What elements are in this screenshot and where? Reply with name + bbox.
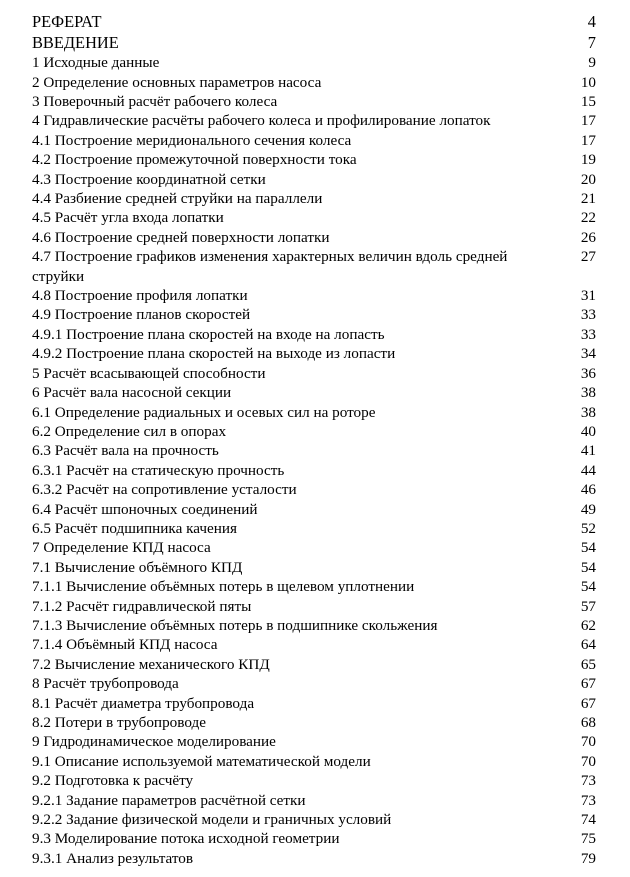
toc-entry-page: 17 bbox=[580, 131, 596, 149]
toc-entry-title: 4.9.2 Построение плана скоростей на выходе из лопасти bbox=[32, 345, 396, 363]
toc-entry-title: 2 Определение основных параметров насоса bbox=[32, 73, 322, 91]
toc-entry-page: 54 bbox=[580, 578, 596, 596]
toc-entry-page: 73 bbox=[580, 791, 596, 809]
toc-entry-title: 4.6 Построение средней поверхности лопатки bbox=[32, 228, 330, 246]
toc-entry-page: 54 bbox=[580, 558, 596, 576]
toc-entry-title: 4 Гидравлические расчёты рабочего колеса и профилирование лопаток bbox=[32, 112, 491, 130]
toc-entry-title: 8.2 Потери в трубопроводе bbox=[32, 714, 206, 731]
toc-entry[interactable] bbox=[32, 791, 596, 810]
toc-entry-page: 40 bbox=[580, 422, 596, 440]
toc-entry[interactable] bbox=[32, 500, 596, 519]
toc-entry-page: 70 bbox=[580, 752, 596, 770]
toc-entry[interactable] bbox=[32, 73, 596, 92]
toc-entry[interactable] bbox=[32, 286, 596, 305]
toc-entry-page: 26 bbox=[580, 228, 596, 246]
toc-entry-title: 1 Исходные данные bbox=[32, 54, 160, 72]
toc-entry-page: 52 bbox=[580, 519, 596, 537]
toc-entry[interactable] bbox=[32, 558, 596, 577]
toc-entry-page: 10 bbox=[580, 73, 596, 91]
toc-entry-title: 7.2 Вычисление механического КПД bbox=[32, 655, 270, 673]
toc-entry-title: 7.1 Вычисление объёмного КПД bbox=[32, 558, 243, 576]
toc-entry-page: 20 bbox=[580, 170, 596, 188]
toc-entry[interactable] bbox=[32, 131, 596, 150]
toc-entry-title: 5 Расчёт всасывающей способности bbox=[32, 364, 266, 382]
toc-entry-title: 9.1 Описание используемой математической модели bbox=[32, 752, 371, 770]
toc-entry[interactable] bbox=[32, 208, 596, 227]
toc-entry-title: 4.7 Построение графиков изменения характерных величин вдоль средней струйки bbox=[32, 248, 508, 285]
toc-entry[interactable] bbox=[32, 53, 596, 72]
toc-entry-page: 9 bbox=[588, 54, 596, 72]
toc-entry[interactable] bbox=[32, 752, 596, 771]
toc-entry[interactable] bbox=[32, 519, 596, 538]
toc-entry-page: 34 bbox=[580, 345, 596, 363]
toc-entry-title: 7.1.2 Расчёт гидравлической пяты bbox=[32, 597, 252, 615]
toc-entry[interactable] bbox=[32, 674, 596, 693]
toc-entry-page: 74 bbox=[580, 811, 596, 829]
toc-entry-title: 9.3 Моделирование потока исходной геометрии bbox=[32, 830, 340, 848]
toc-entry[interactable] bbox=[32, 247, 596, 286]
toc-entry-page: 41 bbox=[580, 442, 596, 460]
toc-entry-page: 17 bbox=[580, 112, 596, 130]
toc-entry-title: 4.9.1 Построение плана скоростей на входе на лопасть bbox=[32, 325, 385, 343]
toc-entry[interactable] bbox=[32, 461, 596, 480]
toc-entry-title: 6 Расчёт вала насосной секции bbox=[32, 384, 232, 402]
toc-entry[interactable] bbox=[32, 616, 596, 635]
toc-entry-page: 64 bbox=[580, 636, 596, 654]
toc-entry-page: 46 bbox=[580, 481, 596, 499]
toc-entry-title: 6.3.1 Расчёт на статическую прочность bbox=[32, 461, 285, 479]
toc-entry[interactable] bbox=[32, 383, 596, 402]
toc-entry[interactable] bbox=[32, 849, 596, 868]
toc-entry[interactable] bbox=[32, 597, 596, 616]
toc-entry-page: 70 bbox=[580, 733, 596, 751]
toc-entry-page: 22 bbox=[580, 209, 596, 227]
toc-entry[interactable] bbox=[32, 441, 596, 460]
toc-entry-title: 9.3.1 Анализ результатов bbox=[32, 849, 194, 867]
toc-entry[interactable] bbox=[32, 189, 596, 208]
toc-entry-title: 6.1 Определение радиальных и осевых сил на роторе bbox=[32, 403, 376, 421]
toc-entry[interactable] bbox=[32, 577, 596, 596]
toc-entry-page: 73 bbox=[580, 772, 596, 790]
toc-entry-title: 8.1 Расчёт диаметра трубопровода bbox=[32, 694, 255, 712]
toc-entry-title: РЕФЕРАТ bbox=[32, 12, 102, 31]
toc-entry[interactable] bbox=[32, 12, 596, 33]
toc-entry-title: 3 Поверочный расчёт рабочего колеса bbox=[32, 93, 278, 110]
toc-entry[interactable] bbox=[32, 713, 596, 732]
toc-entry-page: 33 bbox=[580, 325, 596, 343]
toc-entry-title: 7.1.1 Вычисление объёмных потерь в щелевом уплотнении bbox=[32, 578, 415, 596]
toc-entry-page: 15 bbox=[580, 93, 596, 110]
toc-entry[interactable] bbox=[32, 655, 596, 674]
toc-entry[interactable] bbox=[32, 694, 596, 713]
toc-entry-page: 38 bbox=[580, 384, 596, 402]
table-of-contents bbox=[32, 12, 596, 868]
toc-entry-page: 54 bbox=[580, 539, 596, 557]
toc-entry-page: 36 bbox=[580, 364, 596, 382]
toc-entry-title: 9 Гидродинамическое моделирование bbox=[32, 733, 276, 751]
toc-entry-page: 65 bbox=[580, 655, 596, 673]
toc-entry-page: 4 bbox=[587, 12, 596, 31]
toc-entry-title: ВВЕДЕНИЕ bbox=[32, 32, 119, 52]
toc-entry-title: 6.2 Определение сил в опорах bbox=[32, 422, 227, 440]
toc-entry-page: 49 bbox=[580, 500, 596, 518]
toc-entry-page: 33 bbox=[580, 306, 596, 324]
toc-entry[interactable] bbox=[32, 732, 596, 751]
toc-entry-title: 4.8 Построение профиля лопатки bbox=[32, 287, 248, 305]
toc-entry[interactable] bbox=[32, 92, 596, 111]
toc-entry-page: 68 bbox=[580, 714, 596, 731]
toc-entry[interactable] bbox=[32, 325, 596, 344]
toc-entry[interactable] bbox=[32, 111, 596, 130]
toc-entry-page: 21 bbox=[580, 190, 596, 208]
toc-entry-page: 38 bbox=[580, 403, 596, 421]
toc-entry-page: 75 bbox=[580, 830, 596, 848]
toc-entry-page: 7 bbox=[587, 32, 596, 52]
toc-entry[interactable] bbox=[32, 228, 596, 247]
toc-entry-title: 7.1.3 Вычисление объёмных потерь в подшипнике скольжения bbox=[32, 616, 438, 634]
toc-entry[interactable] bbox=[32, 150, 596, 169]
toc-entry[interactable] bbox=[32, 810, 596, 829]
toc-entry-page: 44 bbox=[580, 461, 596, 479]
toc-entry-title: 4.2 Построение промежуточной поверхности тока bbox=[32, 151, 357, 169]
toc-entry[interactable] bbox=[32, 170, 596, 189]
toc-entry-page: 79 bbox=[580, 849, 596, 867]
toc-entry[interactable] bbox=[32, 829, 596, 848]
toc-entry[interactable] bbox=[32, 344, 596, 363]
toc-entry-title: 4.3 Построение координатной сетки bbox=[32, 170, 266, 188]
toc-entry-title: 8 Расчёт трубопровода bbox=[32, 675, 179, 693]
toc-entry-title: 9.2.2 Задание физической модели и граничных условий bbox=[32, 811, 392, 829]
toc-entry-page: 67 bbox=[580, 694, 596, 712]
toc-entry-page: 19 bbox=[580, 151, 596, 169]
toc-entry[interactable] bbox=[32, 480, 596, 499]
toc-entry[interactable] bbox=[32, 403, 596, 422]
toc-entry-title: 9.2.1 Задание параметров расчётной сетки bbox=[32, 791, 306, 809]
toc-entry-title: 6.3 Расчёт вала на прочность bbox=[32, 442, 219, 460]
toc-entry-page: 31 bbox=[580, 287, 596, 305]
toc-entry-title: 7.1.4 Объёмный КПД насоса bbox=[32, 636, 218, 654]
toc-entry-title: 9.2 Подготовка к расчёту bbox=[32, 772, 194, 790]
toc-entry-title: 4.5 Расчёт угла входа лопатки bbox=[32, 209, 224, 227]
toc-entry[interactable] bbox=[32, 538, 596, 557]
toc-entry[interactable] bbox=[32, 635, 596, 654]
toc-entry[interactable] bbox=[32, 305, 596, 324]
toc-entry-page: 27 bbox=[580, 248, 596, 266]
toc-entry[interactable] bbox=[32, 422, 596, 441]
toc-entry-title: 4.4 Разбиение средней струйки на параллели bbox=[32, 190, 323, 208]
toc-entry-title: 6.4 Расчёт шпоночных соединений bbox=[32, 500, 258, 518]
toc-entry-page: 67 bbox=[580, 675, 596, 693]
toc-entry-title: 4.1 Построение меридионального сечения колеса bbox=[32, 131, 352, 149]
toc-entry-title: 6.5 Расчёт подшипника качения bbox=[32, 519, 238, 537]
toc-entry[interactable] bbox=[32, 771, 596, 790]
toc-entry[interactable] bbox=[32, 33, 596, 54]
toc-entry-title: 7 Определение КПД насоса bbox=[32, 539, 211, 557]
toc-entry-page: 57 bbox=[580, 597, 596, 615]
toc-entry-title: 4.9 Построение планов скоростей bbox=[32, 306, 251, 324]
toc-entry-page: 62 bbox=[580, 616, 596, 634]
toc-entry[interactable] bbox=[32, 364, 596, 383]
toc-entry-title: 6.3.2 Расчёт на сопротивление усталости bbox=[32, 481, 297, 499]
